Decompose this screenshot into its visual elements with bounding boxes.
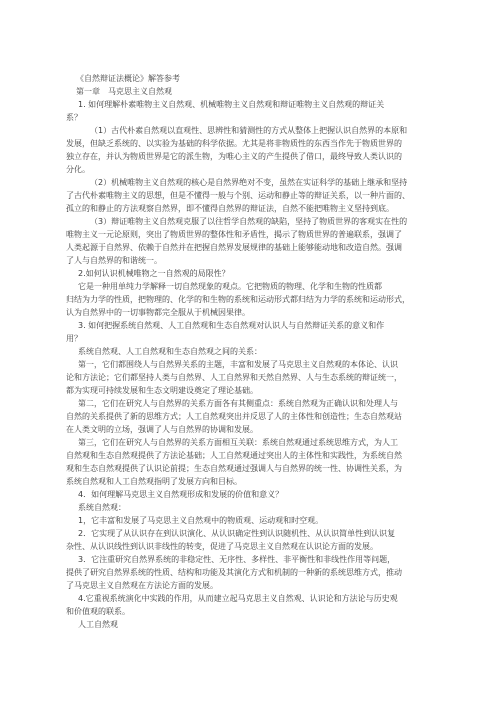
text-line: 4．如何理解马克思主义自然观形成和发展的价值和意义？ (78, 490, 284, 499)
text-line: （2）机械唯物主义自然观的核心是自然界绝对不变，虽然在实证科学的基础上继承和坚持 (90, 178, 408, 187)
text-line: 2．它实现了从认识存在到认识演化、从认识确定性到认识随机性、从认识简单性到认识复 (78, 529, 396, 538)
text-line: 系统自然观、人工自然观和生态自然观之间的关系： (78, 347, 262, 356)
text-line: 认为自然界中的一切事物都完全服从于机械因果律。 (66, 308, 250, 317)
text-line: 人类起源于自然界、依赖于自然并在把握自然界发展规律的基础上能够能动地和改造自然。强调 (66, 243, 402, 252)
text-line: 4.它重视系统演化中实践的作用，从而建立起马克思主义自然观、认识论和方法论与历史观 (78, 594, 398, 603)
text-line: 归结为力学的性质，把物理的、化学的和生物的系统和运动形式都归结为力学的系统和运动形式， (66, 295, 410, 304)
text-line: 分化。 (66, 165, 90, 174)
text-line: 第二，它们在研究人与自然界的关系方面各有其侧重点：系统自然观为正确认识和处理人与 (78, 399, 398, 408)
text-line: 杂性、从认识线性到认识非线性的转变，促进了马克思主义自然观在认识论方面的发展。 (66, 542, 378, 551)
text-line: 唯物主义一元论原则，突出了物质世界的整体性和矛盾性，揭示了物质世界的普遍联系，强调了 (66, 230, 402, 239)
text-line: 了人与自然界的和谐统一。 (66, 256, 162, 265)
text-line: 第一，它们都围绕人与自然界关系的主题，丰富和发展了马克思主义自然观的本体论、认识 (78, 360, 398, 369)
text-line: 自然观和生态自然观提供了方法论基础；人工自然观通过突出人的主体性和实践性，为系统自然 (66, 451, 402, 460)
text-line: （1）古代朴素自然观以直观性、思辨性和猜测性的方式从整体上把握认识自然界的本原和 (90, 126, 408, 135)
text-line: 都为实现可持续发展和生态文明建设奠定了理论基础。 (66, 386, 258, 395)
text-line: 论和方法论；它们都坚持人类与自然界、人工自然界和天然自然界、人与生态系统的辩证统一， (66, 373, 402, 382)
text-line: 提供了研究自然界系统的性质、结构和功能及其演化方式和机制的一种新的系统思维方式，推动 (66, 568, 402, 577)
text-line: 人工自然观 (78, 620, 118, 629)
text-line: 第一章 马克思主义自然观 (76, 87, 172, 96)
text-line: 2.如何认识机械唯物之一自然观的局限性？ (78, 269, 230, 278)
text-line: 发展，但缺乏系统的、以实验为基础的科学依据。尤其是将非物质性的东西当作先于物质世界的 (66, 139, 402, 148)
text-line: 孤立的和静止的方法观察自然界，即不懂得自然界的辩证法，自然不能把唯物主义坚持到底。 (66, 204, 394, 213)
text-line: 1，它丰富和发展了马克思主义自然观中的物质观、运动观和时空观。 (78, 516, 324, 525)
text-line: 自然的关系提供了新的思维方式；人工自然观突出并反思了人的主体性和创造性；生态自然观站 (66, 412, 402, 421)
text-line: 观和生态自然观提供了认识论前提；生态自然观通过强调人与自然界的统一性、协调性关系，为 (66, 464, 402, 473)
text-line: 系？ (66, 113, 82, 122)
text-line: 和价值观的联系。 (66, 607, 130, 616)
text-line: 独立存在，并认为物质世界是它的派生物，为唯心主义的产生提供了借口，最终导致人类认识的 (66, 152, 402, 161)
text-line: （3）辩证唯物主义自然观克服了以往哲学自然观的缺陷，坚持了物质世界的客观实在性的 (90, 217, 408, 226)
text-line: 第三，它们在研究人与自然界的关系方面相互关联：系统自然观通过系统思维方式，为人工 (78, 438, 398, 447)
text-line: 用？ (66, 334, 82, 343)
text-line: 系统自然观： (78, 503, 126, 512)
text-line: 3．它注重研究自然界系统的非稳定性、无序性、多样性、非平衡性和非线性作用等问题， (78, 555, 396, 564)
text-line: 在人类文明的立场，强调了人与自然界的协调和发展。 (66, 425, 258, 434)
text-line: 《自然辩证法概论》解答参考 (76, 74, 180, 83)
text-line: 了马克思主义自然观在方法论方面的发展。 (66, 581, 218, 590)
text-line: 1. 如何理解朴素唯物主义自然观、机械唯物主义自然观和辩证唯物主义自然观的辩证关 (78, 100, 385, 109)
text-line: 它是一种用单纯力学解释一切自然现象的观点。它把物质的物理、化学和生物的性质都 (78, 282, 382, 291)
text-line: 系统自然观和人工自然观指明了发展方向和目标。 (66, 477, 242, 486)
text-line: 了古代朴素唯物主义的思想，但是不懂得一般与个别、运动和静止等的辩证关系，以一种片面的、 (66, 191, 410, 200)
text-line: 3. 如何把握系统自然观、人工自然观和生态自然观对认识人与自然辩证关系的意义和作 (78, 321, 385, 330)
